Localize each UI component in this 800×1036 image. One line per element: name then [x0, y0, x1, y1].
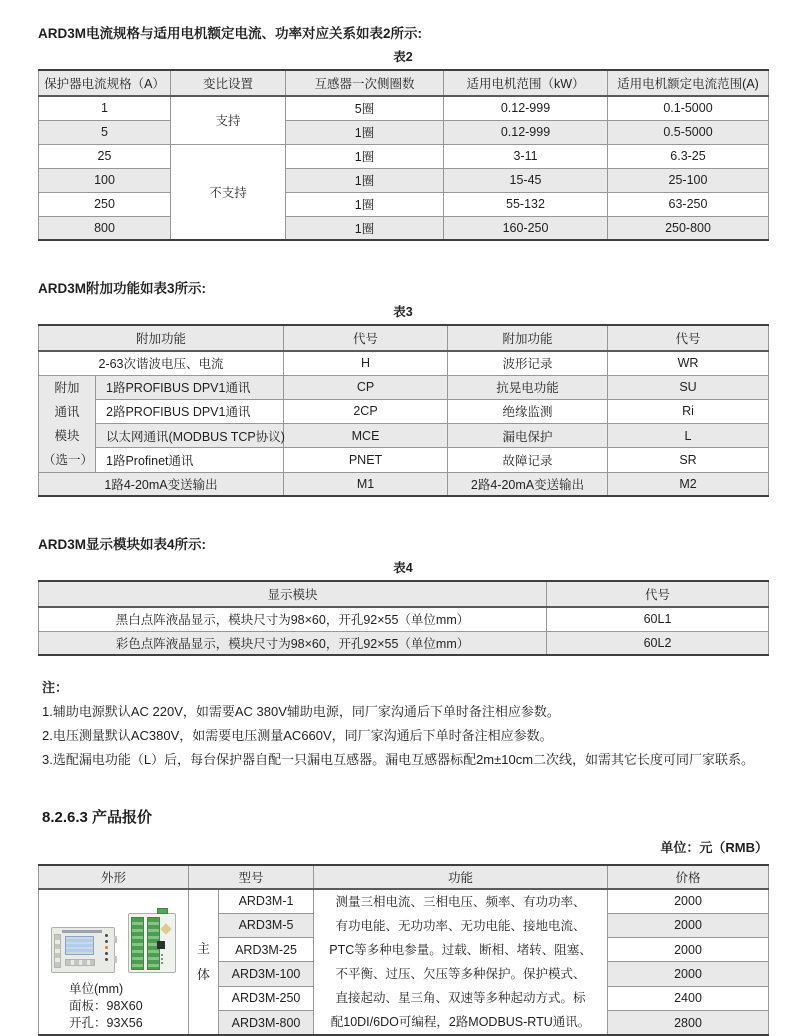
table2-caption: 表2 [393, 50, 413, 64]
product-shape-cell [39, 889, 189, 1035]
pricing-cell-price: 2000 [608, 938, 769, 962]
table3-cell-code2: L [608, 424, 769, 448]
dimension-cutout: 开孔：93X56 [69, 1015, 143, 1030]
note-item-1: 1.辅助电源默认AC 220V，如需要AC 380V辅助电源，同厂家沟通后下单时备注相应参数。 [42, 704, 560, 719]
table2-cell-turns: 1圈 [286, 216, 444, 240]
meter-title-strip [62, 930, 102, 933]
table2-cell-amps: 63-250 [608, 192, 769, 216]
table2-cell-amps: 6.3-25 [608, 144, 769, 168]
table3-row [39, 351, 769, 375]
table2-row [39, 96, 769, 120]
table4-header-code: 代号 [547, 581, 769, 607]
table3-row [39, 424, 769, 448]
table2-cell-kw: 0.12-999 [444, 96, 608, 120]
table3-cell-code2: SU [608, 375, 769, 399]
table2-cell-spec: 5 [39, 120, 171, 144]
table3-cell-function2: 抗晃电功能 [448, 375, 608, 399]
table3-cell-code: CP [284, 375, 448, 399]
meter-lcd-screen [65, 936, 94, 955]
table2-cell-kw: 0.12-999 [444, 120, 608, 144]
table3-cell-code2: Ri [608, 399, 769, 423]
table3-cell-function2: 漏电保护 [448, 424, 608, 448]
pricing-cell-price: 2000 [608, 889, 769, 913]
table4-cell-code: 60L2 [547, 631, 769, 655]
table3-cell-function: 以太网通讯(MODBUS TCP协议) [96, 424, 284, 448]
table3-row [39, 448, 769, 472]
table2-intro: ARD3M电流规格与适用电机额定电流、功率对应关系如表2所示: [38, 26, 423, 41]
table3-group-label: 附加 通讯 模块 （选一） [39, 375, 96, 472]
pricing-header-model: 型号 [189, 865, 314, 889]
table3-cell-function: 2-63次谐波电压、电流 [39, 351, 284, 375]
table3-intro: ARD3M附加功能如表3所示: [38, 281, 207, 296]
table4-header-row [39, 581, 769, 607]
table4-caption: 表4 [393, 561, 413, 575]
table3-caption: 表3 [393, 305, 413, 319]
table3-cell-function2: 绝缘监测 [448, 399, 608, 423]
note-item-3: 3.选配漏电功能（L）后，每台保护器自配一只漏电互感器。漏电互感器标配2m±10cm二次线，如需其它长度可同厂家联系。 [42, 752, 755, 767]
table2-header-row [39, 70, 769, 96]
table2-cell-amps: 25-100 [608, 168, 769, 192]
note-item-2: 2.电压测量默认AC380V，如需要电压测量AC660V，同厂家沟通后下单时备注相应参数。 [42, 728, 553, 743]
table3-cell-code: 2CP [284, 399, 448, 423]
pricing-cell-price: 2000 [608, 962, 769, 986]
pricing-header-function: 功能 [314, 865, 608, 889]
module-comm-port [157, 941, 165, 949]
pricing-row [39, 889, 769, 913]
table2-cell-kw: 55-132 [444, 192, 608, 216]
table2-cell-turns: 1圈 [286, 168, 444, 192]
main-unit-image [128, 913, 176, 973]
table3-cell-code: MCE [284, 424, 448, 448]
table3-row [39, 472, 769, 496]
pricing-cell-model: ARD3M-800 [219, 1011, 314, 1035]
pricing-cell-price: 2800 [608, 1011, 769, 1035]
dimension-unit: 单位(mm) [69, 981, 124, 996]
pricing-cell-price: 2400 [608, 986, 769, 1010]
pricing-cell-model: ARD3M-5 [219, 913, 314, 937]
table3-cell-code: H [284, 351, 448, 375]
pricing-cell-model: ARD3M-25 [219, 938, 314, 962]
table4-cell-desc: 黑白点阵液晶显示，模块尺寸为98×60，开孔92×55（单位mm） [39, 607, 547, 631]
table3-row [39, 375, 769, 399]
table2-row [39, 144, 769, 168]
module-led-dots [161, 954, 163, 964]
table2-cell-amps: 0.1-5000 [608, 96, 769, 120]
table3-additional-functions [38, 324, 769, 497]
table4-intro: ARD3M显示模块如表4所示: [38, 537, 207, 552]
table2-cell-turns: 1圈 [286, 192, 444, 216]
table2-cell-amps: 0.5-5000 [608, 120, 769, 144]
table3-cell-code: M1 [284, 472, 448, 496]
table3-header-function2: 附加功能 [448, 325, 608, 351]
shape-dimensions [69, 981, 184, 1032]
table2-cell-kw: 160-250 [444, 216, 608, 240]
pricing-heading: 8.2.6.3 产品报价 [42, 809, 153, 826]
table4-cell-code: 60L1 [547, 607, 769, 631]
table2-cell-amps: 250-800 [608, 216, 769, 240]
meter-led-indicators [105, 934, 108, 961]
table2-cell-kw: 15-45 [444, 168, 608, 192]
meter-side-buttons [54, 934, 61, 968]
terminal-block-column [131, 917, 144, 970]
pricing-group-label: 主 体 [189, 889, 219, 1035]
table2-cell-turns: 1圈 [286, 144, 444, 168]
table4-row [39, 607, 769, 631]
module-rail-clip [157, 908, 168, 914]
pricing-function-cell: 测量三相电流、三相电压、频率、有功功率、 有功电能、无功功率、无功电能、接地电流、 PTC等多种电参量。过载、断相、堵转、阻塞、 不平衡、过压、欠压等多种保护。保护模式、 直接起动、星三角、双速等多种起动方式。标 配10DI/6DO可编程，2路MODBUS-RTU通讯。 [314, 889, 608, 1035]
pricing-header-shape: 外形 [39, 865, 189, 889]
table3-cell-code2: M2 [608, 472, 769, 496]
table2-row [39, 120, 769, 144]
table3-header-code: 代号 [284, 325, 448, 351]
module-logo-badge [160, 923, 171, 934]
table2-cell-ratio-nosupport: 不支持 [171, 144, 286, 240]
table3-header-row [39, 325, 769, 351]
table4-header-module: 显示模块 [39, 581, 547, 607]
table3-cell-function2: 2路4-20mA变送输出 [448, 472, 608, 496]
table3-cell-function2: 故障记录 [448, 448, 608, 472]
pricing-header-price: 价格 [608, 865, 769, 889]
table3-cell-function: 1路Profinet通讯 [96, 448, 284, 472]
table2-cell-spec: 1 [39, 96, 171, 120]
table2-header-turns: 互感器一次侧圈数 [286, 70, 444, 96]
table4-display-modules [38, 580, 769, 656]
meter-bottom-buttons [65, 959, 95, 966]
product-photo [43, 909, 184, 973]
table2-cell-spec: 100 [39, 168, 171, 192]
table3-cell-function: 2路PROFIBUS DPV1通讯 [96, 399, 284, 423]
table4-cell-desc: 彩色点阵液晶显示，模块尺寸为98×60，开孔92×55（单位mm） [39, 631, 547, 655]
table2-cell-spec: 800 [39, 216, 171, 240]
table3-row [39, 399, 769, 423]
table3-cell-code: PNET [284, 448, 448, 472]
table2-cell-kw: 3-11 [444, 144, 608, 168]
panel-display-image [51, 927, 115, 973]
table3-cell-function2: 波形记录 [448, 351, 608, 375]
dimension-panel: 面板：98X60 [69, 998, 143, 1013]
table3-cell-code2: SR [608, 448, 769, 472]
table2-row [39, 216, 769, 240]
notes-label: 注： [42, 680, 69, 695]
table2-cell-spec: 25 [39, 144, 171, 168]
table2-cell-turns: 5圈 [286, 96, 444, 120]
table2-row [39, 168, 769, 192]
table2-row [39, 192, 769, 216]
table2-header-spec: 保护器电流规格（A） [39, 70, 171, 96]
meter-mount-tab [114, 956, 117, 963]
table2-current-specs [38, 69, 769, 241]
pricing-cell-model: ARD3M-100 [219, 962, 314, 986]
table3-cell-function: 1路4-20mA变送输出 [39, 472, 284, 496]
table2-header-ratio: 变比设置 [171, 70, 286, 96]
pricing-header-row [39, 865, 769, 889]
pricing-cell-model: ARD3M-250 [219, 986, 314, 1010]
table2-cell-turns: 1圈 [286, 120, 444, 144]
table2-cell-ratio-support: 支持 [171, 96, 286, 144]
table3-cell-function: 1路PROFIBUS DPV1通讯 [96, 375, 284, 399]
table2-header-kw: 适用电机范围（kW） [444, 70, 608, 96]
meter-mount-tab [114, 936, 117, 943]
pricing-unit: 单位：元（RMB） [660, 840, 768, 855]
table3-header-function: 附加功能 [39, 325, 284, 351]
pricing-table [38, 864, 769, 1036]
pricing-cell-model: ARD3M-1 [219, 889, 314, 913]
table3-header-code2: 代号 [608, 325, 769, 351]
table4-row [39, 631, 769, 655]
table2-header-amps: 适用电机额定电流范围(A) [608, 70, 769, 96]
pricing-cell-price: 2000 [608, 913, 769, 937]
table3-cell-code2: WR [608, 351, 769, 375]
table2-cell-spec: 250 [39, 192, 171, 216]
notes-block [42, 676, 768, 772]
